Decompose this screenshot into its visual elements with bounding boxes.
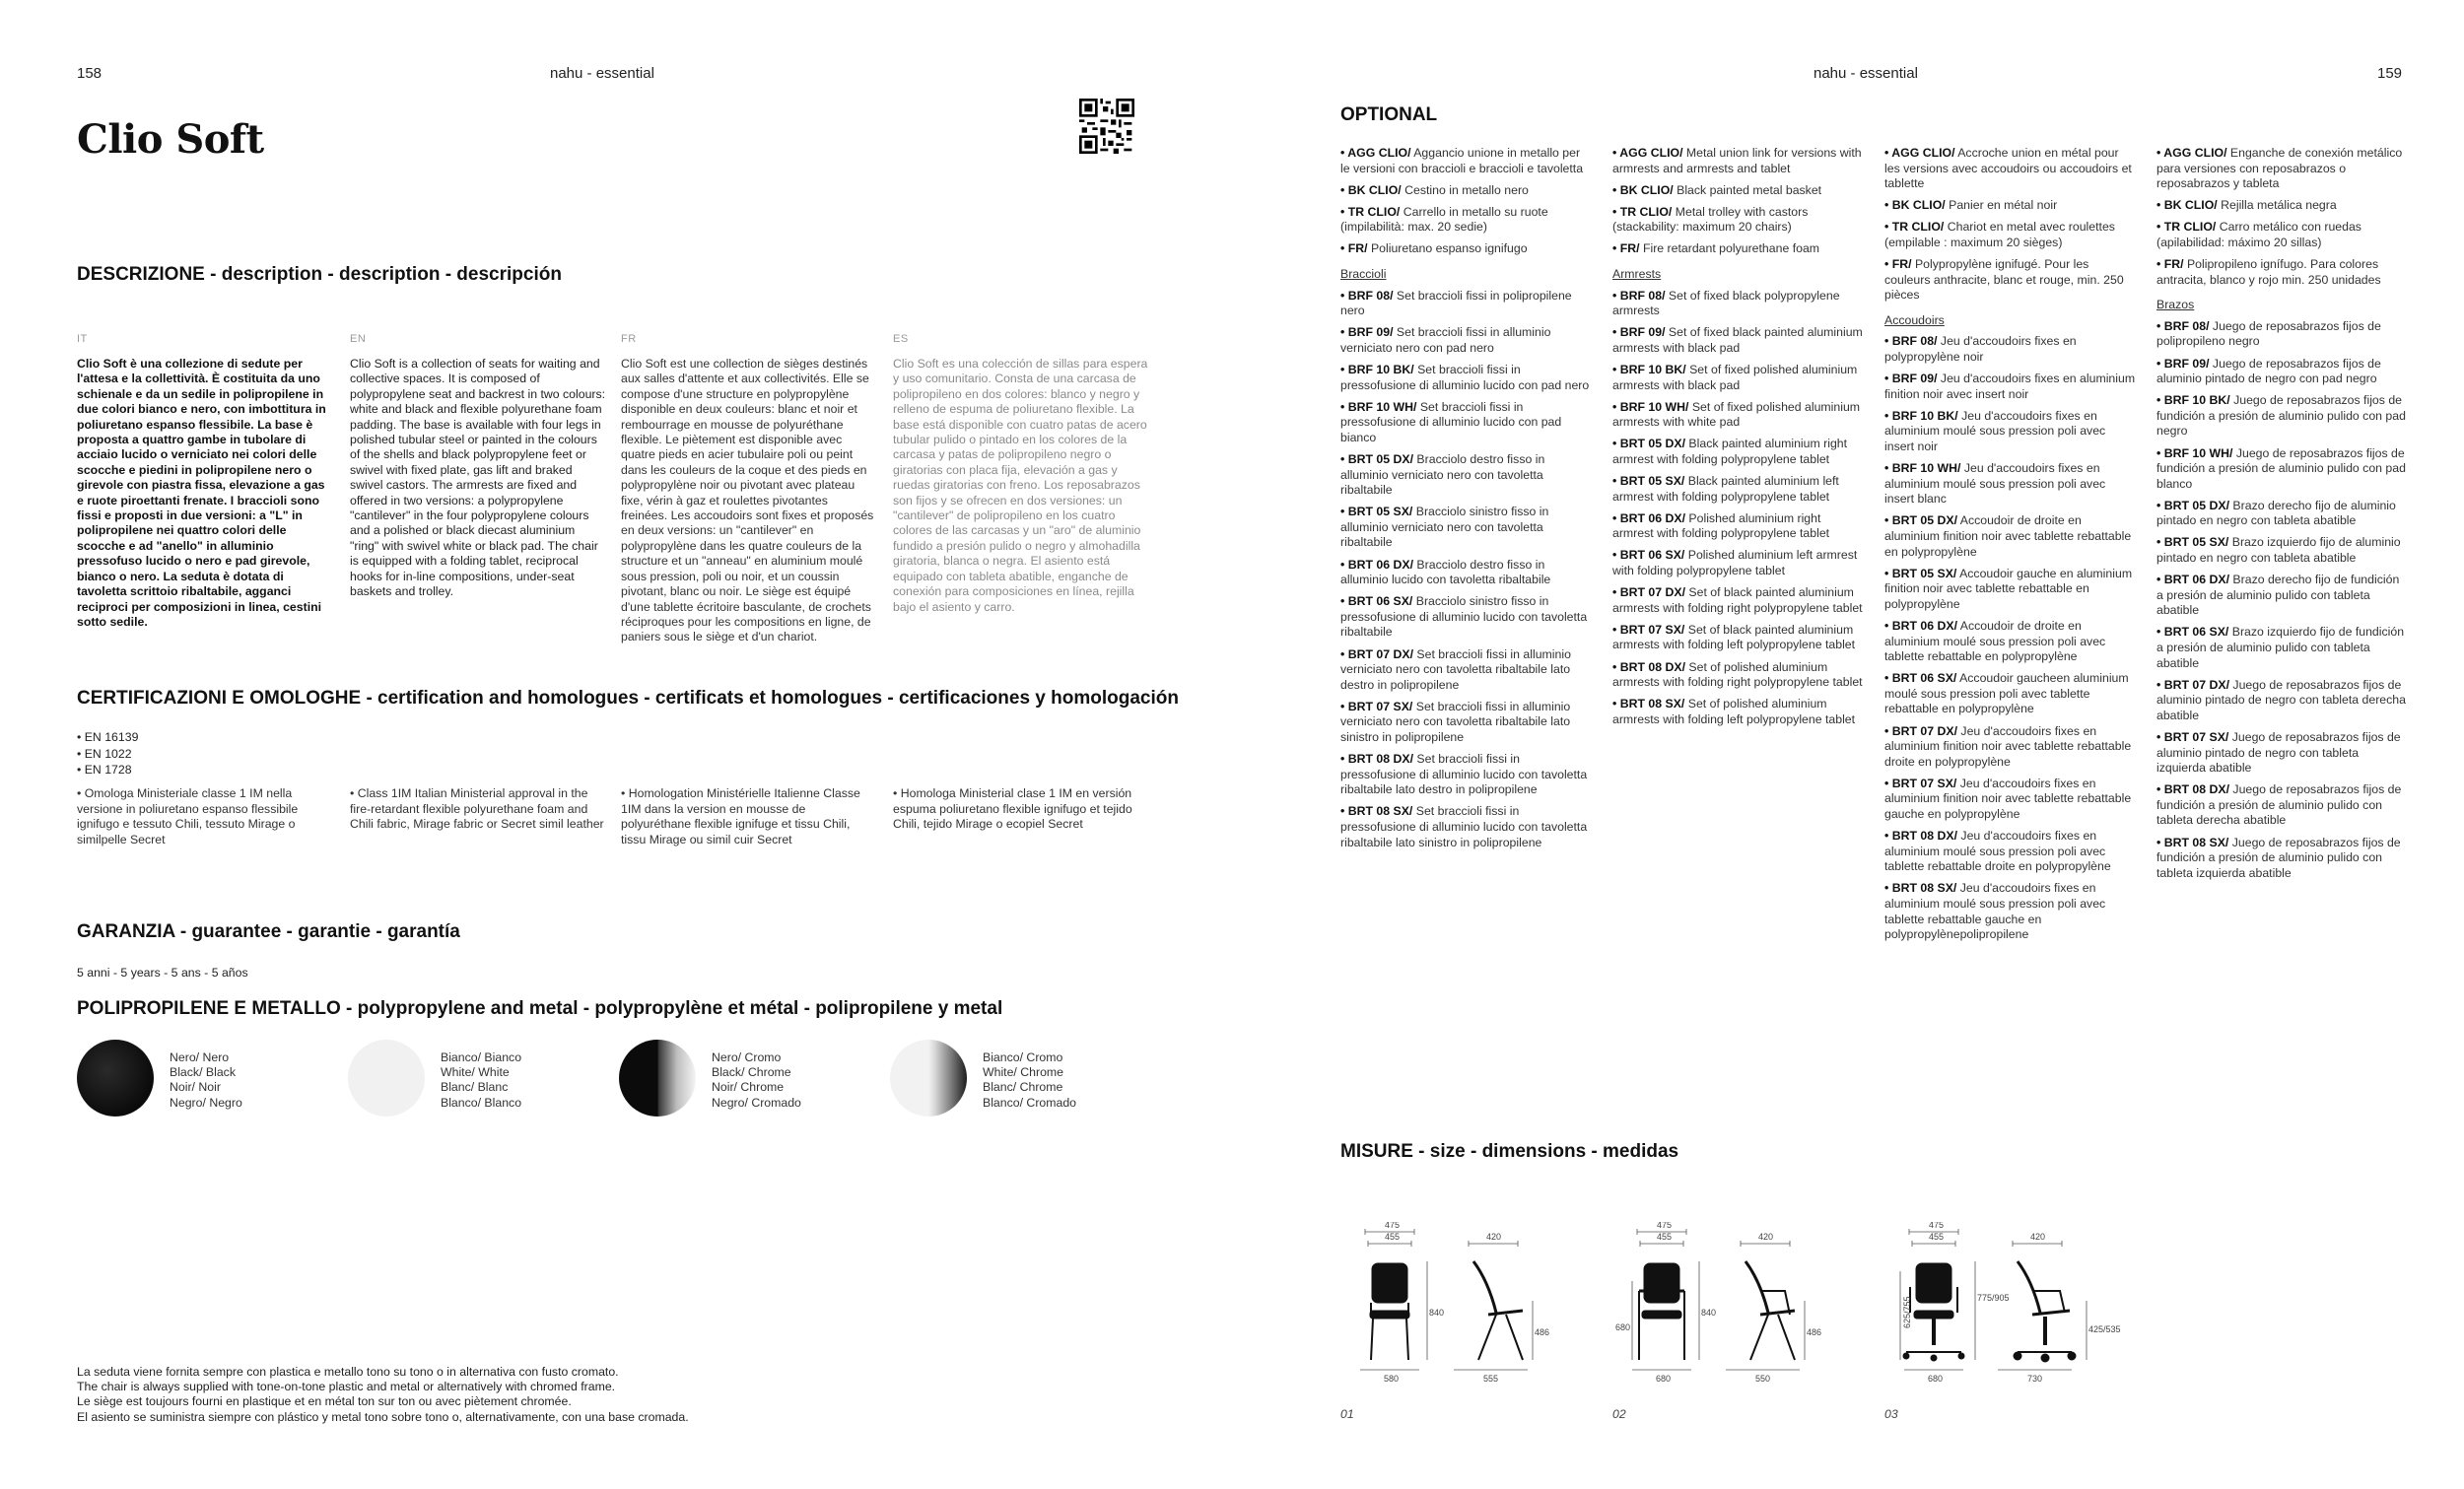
optional-heading: OPTIONAL bbox=[1340, 104, 1438, 125]
option-code: • BRT 08 SX/ bbox=[2156, 835, 2229, 849]
option-code: • BRF 08/ bbox=[2156, 318, 2210, 333]
option-code: • BRT 05 SX/ bbox=[1612, 474, 1685, 489]
option-description: Rejilla metálica negra bbox=[2217, 198, 2337, 213]
option-code: • BRT 06 SX/ bbox=[1612, 548, 1685, 563]
option-code: • BRF 10 WH/ bbox=[1340, 399, 1417, 414]
chair-drawing-03 bbox=[1884, 1222, 2141, 1389]
option-description: Polished aluminium left armrest with folding polypropylene tablet bbox=[1612, 548, 1858, 578]
option-code: • BRF 08/ bbox=[1612, 288, 1666, 303]
option-code: • BRT 06 DX/ bbox=[1884, 618, 1958, 633]
option-item bbox=[1884, 829, 2136, 875]
option-description: Jeu d'accoudoirs fixes en aluminium finition noir avec tablette rebattable gauche en polypropylène bbox=[1884, 776, 2132, 821]
option-code: • BRT 05 DX/ bbox=[1612, 437, 1686, 451]
option-item bbox=[1612, 400, 1864, 431]
option-description: Set braccioli fissi in alluminio verniciato nero con tavoletta ribaltabile lato sinistro in polipropilene bbox=[1340, 699, 1571, 744]
armrests-subheading: Accoudoirs bbox=[1884, 312, 1945, 327]
option-description: Fire retardant polyurethane foam bbox=[1639, 241, 1820, 256]
option-item bbox=[1612, 325, 1864, 356]
option-item bbox=[2156, 678, 2408, 724]
running-head-right: nahu - essential bbox=[1814, 65, 1918, 82]
option-code: • FR/ bbox=[1884, 257, 1912, 272]
option-description: Set of polished aluminium armrests with folding left polypropylene tablet bbox=[1612, 697, 1856, 726]
option-item bbox=[1612, 146, 1864, 176]
option-description: Bracciolo sinistro fisso in alluminio verniciato nero con tavoletta ribaltabile bbox=[1340, 505, 1549, 550]
swatch-label-line: Noir/ Chrome bbox=[712, 1080, 785, 1095]
option-item bbox=[2156, 393, 2408, 440]
option-item bbox=[1340, 647, 1592, 694]
description-text: Clio Soft es una colección de sillas para espera y uso comunitario. Consta de una carcasa de polipropileno en dos colores: blanco y negro y relleno de espuma de poliuretano flexible. La base está disponible con cuatro patas de acero tubular pulido o pintado en los colores de la carcasa y patas de polipropileno negro o giratorias con placa fija, elevación a gas y ruedas giratorias con freno. Los reposabrazos son fijos y se ofrecen en dos versiones: un "cantilever" de polipropileno en los cuatro colores de las carcasas y un "aro" de aluminio fundido a presión pulido o negro y almohadilla giratoria, blanca o negra. El asiento está equipado con tableta abatible, enganche de conexión para composiciones en línea, rejilla bajo el asiento y carro. bbox=[893, 357, 1148, 614]
option-item bbox=[1884, 372, 2136, 402]
swatch-label-line: Black/ Chrome bbox=[712, 1065, 791, 1080]
option-code: • AGG CLIO/ bbox=[2156, 146, 2227, 160]
option-item bbox=[1612, 548, 1864, 578]
language-tag: EN bbox=[350, 333, 367, 345]
option-code: • BK CLIO/ bbox=[1884, 198, 1946, 213]
language-tag: IT bbox=[77, 333, 88, 345]
dim-label: 550 bbox=[1755, 1374, 1771, 1384]
option-item bbox=[2156, 357, 2408, 387]
option-item bbox=[1612, 437, 1864, 467]
option-item bbox=[2156, 535, 2408, 566]
option-item bbox=[1340, 205, 1592, 236]
description-en bbox=[350, 333, 606, 600]
dim-label: 420 bbox=[1486, 1232, 1502, 1242]
swatch-label bbox=[441, 1050, 521, 1111]
swatch-label-line: White/ Chrome bbox=[983, 1065, 1064, 1080]
figure-number: 03 bbox=[1884, 1407, 1898, 1421]
option-description: Metal trolley with castors (stackability: maximum 20 chairs) bbox=[1612, 204, 1809, 235]
option-item bbox=[1884, 409, 2136, 455]
option-description: Set braccioli fissi in pressofusione di alluminio lucido con pad nero bbox=[1340, 363, 1590, 392]
language-tag: FR bbox=[621, 333, 637, 345]
option-description: Polypropylène ignifugé. Pour les couleurs anthracite, blanc et rouge, min. 250 pièces bbox=[1884, 257, 2124, 303]
option-description: Set of fixed black polypropylene armrests bbox=[1612, 288, 1840, 318]
option-description: Brazo izquierdo fijo de fundición a presión de aluminio pulido con tableta abatible bbox=[2156, 625, 2405, 670]
dim-label: 420 bbox=[2030, 1232, 2046, 1242]
swatch-label-line: Blanco/ Blanco bbox=[441, 1095, 522, 1110]
option-code: • BRF 10 BK/ bbox=[2156, 393, 2230, 408]
option-item bbox=[2156, 220, 2408, 250]
armrests-subheading: Armrests bbox=[1612, 267, 1662, 282]
option-description: Jeu d'accoudoirs fixes en aluminium moulé sous pression poli avec insert blanc bbox=[1884, 461, 2106, 507]
option-item bbox=[1884, 671, 2136, 717]
option-item bbox=[1612, 363, 1864, 393]
armrests-subheading: Braccioli bbox=[1340, 267, 1387, 282]
page-number-right: 159 bbox=[2377, 65, 2403, 82]
option-item bbox=[1884, 146, 2136, 192]
cert-text-es: • Homologa Ministerial clase 1 IM en versión espuma poliuretano flexible ignifugo et tejido Chili, tejido Mirage o ecopiel Secret bbox=[893, 786, 1132, 831]
cert-text-en: • Class 1IM Italian Ministerial approval in the fire-retardant flexible polyurethane foam and Chili fabric, Mirage fabric or Secret simil leather bbox=[350, 786, 604, 831]
option-description: Accoudoir gauche en aluminium finition noir avec tablette rebattable en polypropylène bbox=[1884, 566, 2133, 611]
option-code: • BRT 08 DX/ bbox=[1612, 659, 1686, 674]
option-code: • BRF 08/ bbox=[1340, 288, 1394, 303]
dim-label: 486 bbox=[1807, 1327, 1822, 1337]
option-item bbox=[1884, 619, 2136, 665]
option-description: Jeu d'accoudoirs fixes en aluminium moulé sous pression poli avec insert noir bbox=[1884, 408, 2106, 453]
swatch-label bbox=[983, 1050, 1076, 1111]
swatch-label-line: Blanco/ Cromado bbox=[983, 1095, 1077, 1110]
option-item bbox=[1884, 257, 2136, 304]
note-line: Le siège est toujours fourni en plastique et en métal ton sur ton ou avec piètement chromée. bbox=[77, 1394, 572, 1409]
dim-label: 680 bbox=[1615, 1322, 1631, 1332]
option-item bbox=[1340, 241, 1592, 257]
dim-label: 475 bbox=[1385, 1222, 1401, 1230]
option-description: Brazo derecho fijo de fundición a presión de aluminio pulido con tableta abatible bbox=[2156, 573, 2400, 618]
option-code: • BRT 07 SX/ bbox=[1884, 776, 1957, 790]
dim-label: 680 bbox=[1656, 1374, 1672, 1384]
option-description: Juego de reposabrazos fijos de fundición a presión de aluminio pulido con pad blanco bbox=[2156, 445, 2406, 491]
option-description: Set of fixed polished aluminium armrests with black pad bbox=[1612, 363, 1858, 392]
swatch-label-line: Bianco/ Bianco bbox=[441, 1050, 522, 1064]
language-tag: ES bbox=[893, 333, 909, 345]
option-code: • BK CLIO/ bbox=[2156, 198, 2218, 213]
option-item bbox=[1340, 452, 1592, 499]
option-code: • BRF 09/ bbox=[1340, 325, 1394, 340]
option-description: Bracciolo sinistro fisso in pressofusione di alluminio lucido con tavoletta ribaltabile bbox=[1340, 594, 1588, 640]
list-item: • EN 16139 bbox=[77, 730, 139, 744]
option-item bbox=[1340, 325, 1592, 356]
list-item: • EN 1728 bbox=[77, 763, 132, 777]
guarantee-text: 5 anni - 5 years - 5 ans - 5 años bbox=[77, 966, 248, 980]
option-description: Bracciolo destro fisso in alluminio lucido con tavoletta ribaltabile bbox=[1340, 557, 1551, 587]
option-code: • BRF 09/ bbox=[1884, 372, 1938, 386]
option-item bbox=[1340, 700, 1592, 746]
option-code: • BRT 07 DX/ bbox=[1612, 585, 1686, 600]
option-item bbox=[2156, 499, 2408, 529]
option-item bbox=[1884, 724, 2136, 771]
option-item bbox=[1340, 363, 1592, 393]
option-description: Set braccioli fissi in polipropilene nero bbox=[1340, 288, 1572, 318]
swatch-label bbox=[170, 1050, 242, 1111]
option-description: Accoudoir de droite en aluminium finition noir avec tablette rebattable en polypropylène bbox=[1884, 513, 2132, 559]
option-code: • BRT 05 DX/ bbox=[1884, 513, 1958, 528]
swatch-label-line: White/ White bbox=[441, 1065, 510, 1080]
option-description: Chariot en metal avec roulettes (empilable : maximum 20 sièges) bbox=[1884, 220, 2115, 249]
option-code: • BRT 08 DX/ bbox=[1340, 752, 1414, 767]
option-description: Juego de reposabrazos fijos de polipropileno negro bbox=[2156, 318, 2381, 349]
option-code: • FR/ bbox=[1340, 241, 1368, 256]
option-code: • BRT 05 DX/ bbox=[1340, 452, 1414, 466]
option-item bbox=[1884, 777, 2136, 823]
option-code: • BRF 10 BK/ bbox=[1340, 363, 1414, 377]
qr-code-icon[interactable] bbox=[1079, 99, 1134, 154]
option-code: • TR CLIO/ bbox=[2156, 220, 2217, 235]
note-line: El asiento se suministra siempre con plástico y metal tono sobre tono o, alternativamente, con una base cromada. bbox=[77, 1409, 689, 1424]
option-description: Set of polished aluminium armrests with folding right polypropylene tablet bbox=[1612, 659, 1863, 690]
option-description: Jeu d'accoudoirs fixes en aluminium finition noir avec insert noir bbox=[1884, 372, 2136, 401]
option-code: • AGG CLIO/ bbox=[1340, 146, 1411, 160]
option-item bbox=[2156, 446, 2408, 493]
option-description: Juego de reposabrazos fijos de aluminio pintado de negro con tableta izquierda abatible bbox=[2156, 730, 2401, 776]
swatch-label-line: Bianco/ Cromo bbox=[983, 1050, 1063, 1064]
option-item bbox=[1612, 697, 1864, 727]
chair-front-view bbox=[1639, 1263, 1684, 1360]
option-description: Aggancio unione in metallo per le versioni con braccioli e braccioli e tavoletta bbox=[1340, 146, 1584, 175]
option-item bbox=[1340, 400, 1592, 446]
swatch-white-white bbox=[348, 1040, 425, 1117]
option-code: • AGG CLIO/ bbox=[1884, 146, 1955, 160]
option-item bbox=[1884, 567, 2136, 613]
option-description: Black painted aluminium left armrest with folding polypropylene tablet bbox=[1612, 474, 1839, 504]
swatch-label-line: Blanc/ Blanc bbox=[441, 1080, 509, 1095]
size-heading: MISURE - size - dimensions - medidas bbox=[1340, 1141, 1679, 1162]
cert-text-fr: • Homologation Ministérielle Italienne Classe 1IM dans la version en mousse de polyuréthane flexible ignifuge et tissu Chili, tissu Mirage ou simil cuir Secret bbox=[621, 786, 860, 846]
swatch-label-line: Nero/ Nero bbox=[170, 1050, 230, 1064]
option-description: Juego de reposabrazos fijos de fundición a presión de aluminio pulido con tableta derecha abatible bbox=[2156, 782, 2402, 828]
dim-label: 425/535 bbox=[2088, 1324, 2121, 1334]
swatch-black-black bbox=[77, 1040, 154, 1117]
option-code: • BRT 06 DX/ bbox=[1340, 557, 1414, 572]
option-description: Set braccioli fissi in pressofusione di alluminio lucido con pad bianco bbox=[1340, 399, 1562, 444]
option-code: • BRF 10 WH/ bbox=[1884, 461, 1961, 476]
option-item bbox=[2156, 625, 2408, 671]
option-code: • BRT 08 SX/ bbox=[1340, 804, 1413, 819]
option-description: Polipropileno ignífugo. Para colores antracita, blanco y rojo min. 250 unidades bbox=[2156, 257, 2381, 287]
guarantee-heading: GARANZIA - guarantee - garantie - garantía bbox=[77, 921, 460, 942]
option-description: Set braccioli fissi in pressofusione di alluminio lucido con tavoletta ribaltabile lato destro in polipropilene bbox=[1340, 752, 1588, 797]
figure-number: 01 bbox=[1340, 1407, 1354, 1421]
chair-side-view bbox=[1473, 1261, 1523, 1360]
optional-column-en bbox=[1612, 146, 1864, 734]
option-code: • AGG CLIO/ bbox=[1612, 146, 1683, 160]
option-description: Carrello in metallo su ruote (impilabilità: max. 20 sedie) bbox=[1340, 204, 1548, 235]
page-number-left: 158 bbox=[77, 65, 103, 82]
option-description: Metal union link for versions with armrests and armrests and tablet bbox=[1612, 146, 1862, 175]
option-description: Black painted metal basket bbox=[1673, 182, 1822, 197]
option-item bbox=[1340, 804, 1592, 850]
dim-label: 475 bbox=[1929, 1222, 1945, 1230]
option-code: • BRT 05 SX/ bbox=[1340, 505, 1413, 519]
optional-column-fr bbox=[1884, 146, 2136, 949]
dim-label: 555 bbox=[1483, 1374, 1499, 1384]
option-code: • BRT 06 DX/ bbox=[1612, 510, 1686, 525]
option-item bbox=[2156, 319, 2408, 350]
option-code: • BRT 06 SX/ bbox=[1884, 671, 1957, 686]
dim-label: 625/755 bbox=[1902, 1296, 1912, 1328]
option-item bbox=[1884, 513, 2136, 560]
option-code: • BRT 07 SX/ bbox=[2156, 730, 2229, 744]
swatch-label-line: Negro/ Cromado bbox=[712, 1095, 801, 1110]
option-item bbox=[2156, 836, 2408, 882]
swatch-black-chrome bbox=[619, 1040, 696, 1117]
option-code: • TR CLIO/ bbox=[1340, 204, 1401, 219]
option-item bbox=[1340, 505, 1592, 551]
option-code: • BRT 08 SX/ bbox=[1612, 697, 1685, 711]
option-item bbox=[1884, 881, 2136, 942]
dim-label: 475 bbox=[1657, 1222, 1673, 1230]
option-item bbox=[1612, 474, 1864, 505]
figure-number: 02 bbox=[1612, 1407, 1626, 1421]
finish-note bbox=[77, 1365, 689, 1425]
option-item bbox=[2156, 146, 2408, 192]
armrests-subheading: Brazos bbox=[2156, 298, 2195, 312]
option-code: • TR CLIO/ bbox=[1612, 204, 1673, 219]
cert-standards-list bbox=[77, 729, 138, 778]
option-code: • BRT 08 DX/ bbox=[1884, 829, 1958, 844]
option-description: Polished aluminium right armrest with folding polypropylene tablet bbox=[1612, 510, 1830, 541]
option-description: Bracciolo destro fisso in alluminio verniciato nero con tavoletta ribaltabile bbox=[1340, 452, 1545, 498]
swatch-label-line: Blanc/ Chrome bbox=[983, 1080, 1063, 1095]
dim-label: 455 bbox=[1385, 1232, 1401, 1242]
option-code: • BRT 06 SX/ bbox=[1340, 594, 1413, 609]
option-item bbox=[1340, 558, 1592, 588]
description-text: Clio Soft è una collezione di sedute per l'attesa e la collettività. È costituita da uno schienale e da un sedile in polipropilene in due colori bianco e nero, con imbottitura in poliuretano espanso flessibile. La base è proposta a quattro gambe in tubolare di acciaio lucido o verniciato nei colori delle scocche e piedini in polipropilene nero o girevole con piastra fissa, elevazione a gas e ruote piroettanti frenate. I braccioli sono fissi e proposti in due versioni: a "L" in polipropilene nei quattro colori delle scocche e ad "anello" in alluminio pressofuso lucido o nero e pad girevole, bianco o nero. La seduta è dotata di tavoletta scrittoio ribaltabile, agganci reciproci per composizioni in linea, cestini sotto sedile. bbox=[77, 357, 326, 629]
option-item bbox=[1340, 594, 1592, 641]
option-description: Brazo derecho fijo de aluminio pintado en negro con tableta abatible bbox=[2156, 498, 2396, 528]
option-item bbox=[1612, 585, 1864, 616]
option-description: Set braccioli fissi in alluminio verniciato nero con tavoletta ribaltabile lato destro in polipropilene bbox=[1340, 646, 1571, 692]
option-item bbox=[1340, 146, 1592, 176]
option-code: • BRT 07 DX/ bbox=[1340, 646, 1414, 661]
option-code: • TR CLIO/ bbox=[1884, 220, 1945, 235]
option-description: Panier en métal noir bbox=[1945, 198, 2058, 213]
option-code: • BRF 10 WH/ bbox=[2156, 445, 2233, 460]
option-description: Black painted aluminium right armrest with folding polypropylene tablet bbox=[1612, 437, 1848, 466]
option-code: • BRT 08 SX/ bbox=[1884, 881, 1957, 896]
option-item bbox=[2156, 730, 2408, 777]
option-code: • BRF 09/ bbox=[2156, 356, 2210, 371]
swatch-label-line: Negro/ Negro bbox=[170, 1095, 242, 1110]
swatch-label-line: Noir/ Noir bbox=[170, 1080, 221, 1095]
option-item bbox=[1612, 241, 1864, 257]
option-description: Brazo izquierdo fijo de aluminio pintado en negro con tableta abatible bbox=[2156, 535, 2401, 566]
option-code: • BRF 10 BK/ bbox=[1612, 363, 1686, 377]
dim-label: 680 bbox=[1928, 1374, 1944, 1384]
option-description: Set braccioli fissi in pressofusione di alluminio lucido con tavoletta ribaltabile lato sinistro in polipropilene bbox=[1340, 804, 1588, 849]
option-code: • BRF 10 BK/ bbox=[1884, 408, 1958, 423]
option-code: • BRT 07 SX/ bbox=[1340, 699, 1413, 713]
dim-label: 455 bbox=[1657, 1232, 1673, 1242]
option-item bbox=[1884, 461, 2136, 508]
swatch-white-chrome bbox=[890, 1040, 967, 1117]
option-code: • BRT 07 DX/ bbox=[2156, 677, 2230, 692]
swatch-label bbox=[712, 1050, 801, 1111]
dim-label: 775/905 bbox=[1977, 1293, 2010, 1303]
option-item bbox=[1612, 511, 1864, 542]
option-description: Set of fixed polished aluminium armrests with white pad bbox=[1612, 399, 1861, 430]
optional-column-it bbox=[1340, 146, 1592, 857]
option-item bbox=[1340, 289, 1592, 319]
option-code: • BRT 05 SX/ bbox=[2156, 535, 2229, 550]
swatch-label-line: Black/ Black bbox=[170, 1065, 236, 1080]
option-item bbox=[2156, 198, 2408, 214]
option-description: Set of fixed black painted aluminium armrests with black pad bbox=[1612, 325, 1863, 355]
description-fr bbox=[621, 333, 877, 645]
chair-front-view bbox=[1370, 1263, 1409, 1360]
dim-label: 840 bbox=[1701, 1308, 1717, 1318]
option-item bbox=[1884, 198, 2136, 214]
option-item bbox=[2156, 257, 2408, 288]
option-item bbox=[1340, 752, 1592, 798]
option-description: Set of black painted aluminium armrests with folding left polypropylene tablet bbox=[1612, 622, 1856, 652]
option-code: • BRT 05 DX/ bbox=[2156, 498, 2230, 512]
option-item bbox=[1884, 334, 2136, 365]
option-code: • BK CLIO/ bbox=[1340, 182, 1402, 197]
option-description: Carro metálico con ruedas (apilabilidad: máximo 20 sillas) bbox=[2156, 220, 2361, 249]
option-item bbox=[1612, 623, 1864, 653]
dim-label: 420 bbox=[1758, 1232, 1774, 1242]
option-code: • BRT 05 SX/ bbox=[1884, 566, 1957, 580]
chair-side-view bbox=[2015, 1261, 2075, 1361]
option-item bbox=[1612, 289, 1864, 319]
option-code: • BK CLIO/ bbox=[1612, 182, 1674, 197]
option-code: • BRT 07 SX/ bbox=[1612, 622, 1685, 637]
optional-column-es bbox=[2156, 146, 2408, 888]
option-description: Accroche union en métal pour les versions avec accoudoirs ou accoudoirs et tablette bbox=[1884, 146, 2132, 191]
option-code: • BRF 09/ bbox=[1612, 325, 1666, 340]
chair-front-view bbox=[1903, 1263, 1964, 1361]
option-description: Set of black painted aluminium armrests with folding right polypropylene tablet bbox=[1612, 585, 1863, 615]
description-heading: DESCRIZIONE - description - description - descripción bbox=[77, 264, 562, 285]
option-item bbox=[2156, 782, 2408, 829]
option-code: • BRT 06 SX/ bbox=[2156, 625, 2229, 640]
option-description: Juego de reposabrazos fijos de aluminio pintado de negro con tableta derecha abatible bbox=[2156, 677, 2406, 722]
dim-label: 840 bbox=[1429, 1308, 1445, 1318]
option-code: • FR/ bbox=[2156, 257, 2184, 272]
option-code: • FR/ bbox=[1612, 241, 1640, 256]
option-description: Accoudoir de droite en aluminium moulé sous pression poli avec tablette rebattable en polypropylène bbox=[1884, 618, 2106, 664]
option-item bbox=[1884, 220, 2136, 250]
option-item bbox=[1340, 183, 1592, 199]
chair-side-view bbox=[1745, 1261, 1795, 1360]
option-description: Juego de reposabrazos fijos de fundición a presión de aluminio pulido con pad negro bbox=[2156, 393, 2406, 439]
option-item bbox=[1612, 183, 1864, 199]
materials-heading: POLIPROPILENE E METALLO - polypropylene and metal - polypropylène et métal - polipropilene y metal bbox=[77, 998, 1003, 1019]
dim-label: 455 bbox=[1929, 1232, 1945, 1242]
option-description: Juego de reposabrazos fijos de aluminio pintado de negro con pad negro bbox=[2156, 356, 2381, 386]
option-code: • BRT 08 DX/ bbox=[2156, 782, 2230, 797]
option-description: Jeu d'accoudoirs fixes en aluminium finition noir avec tablette rebattable droite en polypropylène bbox=[1884, 723, 2132, 769]
swatch-label-line: Nero/ Cromo bbox=[712, 1050, 782, 1064]
option-description: Cestino in metallo nero bbox=[1401, 182, 1529, 197]
option-code: • BRT 07 DX/ bbox=[1884, 723, 1958, 738]
certification-heading: CERTIFICAZIONI E OMOLOGHE - certification and homologues - certificats et homologues - certificaciones y homologación bbox=[77, 688, 1179, 709]
note-line: La seduta viene fornita sempre con plastica e metallo tono su tono o in alternativa con fusto cromato. bbox=[77, 1365, 619, 1379]
cert-text-it: • Omologa Ministeriale classe 1 IM nella versione in poliuretano espanso flessibile ignifugo e tessuto Chili, tessuto Mirage o similpelle Secret bbox=[77, 786, 299, 846]
option-description: Juego de reposabrazos fijos de fundición a presión de aluminio pulido con tableta izquierda abatible bbox=[2156, 835, 2401, 880]
dim-label: 486 bbox=[1535, 1327, 1550, 1337]
option-code: • BRF 10 WH/ bbox=[1612, 399, 1689, 414]
dim-label: 580 bbox=[1384, 1374, 1400, 1384]
option-code: • BRF 08/ bbox=[1884, 334, 1938, 349]
option-description: Accoudoir gaucheen aluminium moulé sous pression poli avec tablette rebattable en polypropylène bbox=[1884, 671, 2129, 716]
option-description: Jeu d'accoudoirs fixes en aluminium moulé sous pression poli avec tablette rebattable gauche en polypropylènepolipropilene bbox=[1884, 881, 2106, 942]
option-item bbox=[1612, 660, 1864, 691]
description-it bbox=[77, 333, 333, 630]
chair-drawing-01 bbox=[1340, 1222, 1587, 1389]
option-description: Set braccioli fissi in alluminio verniciato nero con pad nero bbox=[1340, 325, 1551, 355]
option-item bbox=[1612, 205, 1864, 236]
description-es bbox=[893, 333, 1149, 615]
product-title: Clio Soft bbox=[77, 116, 264, 163]
description-text: Clio Soft is a collection of seats for waiting and collective spaces. It is composed of polypropylene seat and backrest in two colours: white and black and flexible polyurethane foam padding. The base is available with four legs in polished tubular steel or painted in the colours of the shells and black polypropylene feet or swivel with fixed plate, gas lift and braked swivel castors. The armrests are fixed and offered in two versions: a polypropylene "cantilever" in the four polypropylene colours and a polished or black diecast aluminium "ring" with swivel white or black pad. The chair is equipped with a folding tablet, reciprocal hooks for in-line compositions, under-seat baskets and trolley. bbox=[350, 357, 606, 599]
note-line: The chair is always supplied with tone-on-tone plastic and metal or alternatively with chromed frame. bbox=[77, 1380, 616, 1394]
option-code: • BRT 06 DX/ bbox=[2156, 573, 2230, 587]
running-head-left: nahu - essential bbox=[550, 65, 654, 82]
option-description: Jeu d'accoudoirs fixes en aluminium moulé sous pression poli avec tablette rebattable droite en polypropylène bbox=[1884, 829, 2111, 874]
description-text: Clio Soft est une collection de sièges destinés aux salles d'attente et aux collectivités. Elle se compose d'une structure en polypropylène disponible en deux couleurs: blanc et noir et rembourrage en mousse de polyuréthane flexible. Le piètement est disponible avec quatre pieds en acier tubulaire poli ou peint dans les couleurs de la coque et des pieds en polypropylène noir ou pivotant avec plateau fixe, vérin à gaz et roulettes pivotantes freinées. Les accoudoirs sont fixes et proposés en deux versions: un "cantilever" en polypropylène dans les quatre couleurs de la structure et un "anneau" en aluminium moulé sous pression, poli ou noir, et un coussin pivotant, blanc ou noir. Le siège est équipé d'une tablette écritoire basculante, de crochets réciproques pour les compositions en ligne, de paniers sous le siège et d'un chariot. bbox=[621, 357, 874, 644]
list-item: • EN 1022 bbox=[77, 746, 132, 761]
chair-drawing-02 bbox=[1612, 1222, 1859, 1389]
option-item bbox=[2156, 573, 2408, 619]
option-description: Jeu d'accoudoirs fixes en polypropylène noir bbox=[1884, 334, 2077, 365]
dim-label: 730 bbox=[2027, 1374, 2043, 1384]
option-description: Enganche de conexión metálico para versiones con reposabrazos o reposabrazos y tableta bbox=[2156, 146, 2403, 191]
option-description: Poliuretano espanso ignifugo bbox=[1367, 241, 1528, 256]
